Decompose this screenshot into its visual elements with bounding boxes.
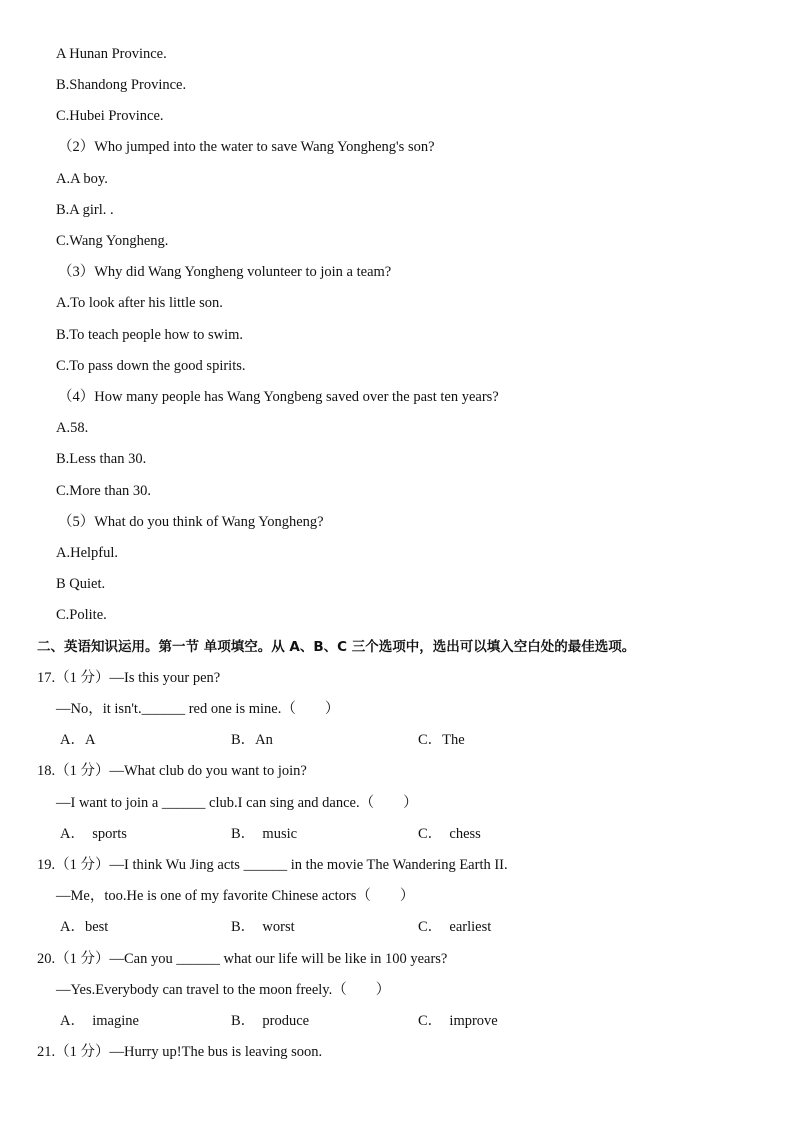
question-reply: —No，it isn't.______ red one is mine.（ ） xyxy=(56,701,340,717)
question-line: （4）How many people has Wang Yongbeng saved over the past ten years? xyxy=(58,389,499,405)
option-line: C.Hubei Province. xyxy=(56,108,164,124)
question-reply: —Me，too.He is one of my favorite Chinese actors（ ） xyxy=(56,888,415,904)
question-reply: —I want to join a ______ club.I can sing and dance.（ ） xyxy=(56,795,418,811)
option-line: A.To look after his little son. xyxy=(56,295,223,311)
option-b: B．An xyxy=(231,732,273,748)
option-line: A.58. xyxy=(56,420,89,436)
section-heading: 二、英语知识运用。第一节 单项填空。从 A、B、C 三个选项中，选出可以填入空白处的最佳选项。 xyxy=(37,639,636,655)
question-stem: 20.（1 分）—Can you ______ what our life will be like in 100 years? xyxy=(37,951,448,967)
option-c: C． earliest xyxy=(418,919,492,935)
option-line: B.To teach people how to swim. xyxy=(56,327,244,343)
option-line: B.A girl. . xyxy=(56,202,114,218)
question-line: （3）Why did Wang Yongheng volunteer to join a team? xyxy=(58,264,392,280)
option-line: B.Shandong Province. xyxy=(56,77,187,93)
options-row xyxy=(60,918,660,936)
question-line: （5）What do you think of Wang Yongheng? xyxy=(58,514,324,530)
option-b: B． worst xyxy=(231,919,295,935)
option-b: B． produce xyxy=(231,1013,310,1029)
question-stem: 19.（1 分）—I think Wu Jing acts ______ in the movie The Wandering Earth II. xyxy=(37,857,508,873)
option-c: C． chess xyxy=(418,826,481,842)
option-a: A． imagine xyxy=(60,1013,139,1029)
question-line: （2）Who jumped into the water to save Wang Yongheng's son? xyxy=(58,139,435,155)
option-line: B Quiet. xyxy=(56,576,106,592)
option-a: A． sports xyxy=(60,826,127,842)
options-row xyxy=(60,1012,660,1030)
option-b: B． music xyxy=(231,826,298,842)
option-a: A．best xyxy=(60,919,109,935)
option-c: C．The xyxy=(418,732,465,748)
option-line: C.To pass down the good spirits. xyxy=(56,358,246,374)
question-stem: 18.（1 分）—What club do you want to join? xyxy=(37,763,307,779)
question-stem: 21.（1 分）—Hurry up!The bus is leaving soon. xyxy=(37,1044,323,1060)
question-stem: 17.（1 分）—Is this your pen? xyxy=(37,670,221,686)
options-row xyxy=(60,731,660,749)
option-line: C.Polite. xyxy=(56,607,107,623)
option-line: A.A boy. xyxy=(56,171,108,187)
option-line: B.Less than 30. xyxy=(56,451,147,467)
option-line: A.Helpful. xyxy=(56,545,119,561)
question-reply: —Yes.Everybody can travel to the moon freely.（ ） xyxy=(56,982,391,998)
option-c: C． improve xyxy=(418,1013,498,1029)
option-line: C.Wang Yongheng. xyxy=(56,233,169,249)
option-line: A Hunan Province. xyxy=(56,46,167,62)
option-a: A．A xyxy=(60,732,96,748)
options-row xyxy=(60,825,660,843)
option-line: C.More than 30. xyxy=(56,483,152,499)
